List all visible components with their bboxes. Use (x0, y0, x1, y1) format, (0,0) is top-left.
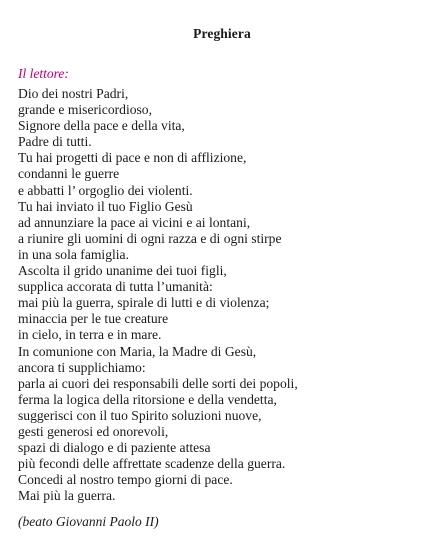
prayer-line: a riunire gli uomini di ogni razza e di ogni stirpe (18, 230, 282, 246)
prayer-line: Mai più la guerra. (18, 488, 116, 504)
prayer-line: Ascolta il grido unanime dei tuoi figli, (18, 263, 227, 279)
prayer-line: Tu hai inviato il tuo Figlio Gesù (18, 198, 193, 214)
prayer-line: In comunione con Maria, la Madre di Gesù, (18, 343, 257, 359)
page-title: Preghiera (193, 26, 251, 41)
prayer-line: in una sola famiglia. (18, 246, 129, 262)
prayer-line: parla ai cuori dei responsabili delle sorti dei popoli, (18, 375, 298, 391)
prayer-line: ad annunziare la pace ai vicini e ai lontani, (18, 214, 251, 230)
prayer-line: ferma la logica della ritorsione e della vendetta, (18, 391, 277, 407)
prayer-line: mai più la guerra, spirale di lutti e di violenza; (18, 295, 270, 311)
prayer-line: Concedi al nostro tempo giorni di pace. (18, 472, 233, 488)
prayer-line: e abbatti l’ orgoglio dei violenti. (18, 182, 193, 198)
prayer-line: in cielo, in terra e in mare. (18, 327, 162, 343)
prayer-line: grande e misericordioso, (18, 102, 153, 118)
attribution: (beato Giovanni Paolo II) (18, 514, 159, 529)
prayer-line: Tu hai progetti di pace e non di afflizione, (18, 150, 247, 166)
prayer-line: suggerisci con il tuo Spirito soluzioni nuove, (18, 407, 262, 423)
prayer-line: ancora ti supplichiamo: (18, 359, 146, 375)
prayer-line: Signore della pace e della vita, (18, 118, 185, 134)
prayer-text (18, 86, 438, 504)
prayer-line: supplica accorata di tutta l’umanità: (18, 279, 213, 295)
prayer-line: più fecondi delle affrettate scadenze della guerra. (18, 456, 286, 472)
prayer-line: gesti generosi ed onorevoli, (18, 423, 169, 439)
prayer-line: Padre di tutti. (18, 134, 92, 150)
speaker-label: Il lettore: (18, 66, 69, 81)
prayer-line: spazi di dialogo e di paziente attesa (18, 440, 211, 456)
prayer-line: minaccia per le tue creature (18, 311, 169, 327)
prayer-line: Dio dei nostri Padri, (18, 86, 129, 101)
prayer-line: condanni le guerre (18, 166, 120, 182)
